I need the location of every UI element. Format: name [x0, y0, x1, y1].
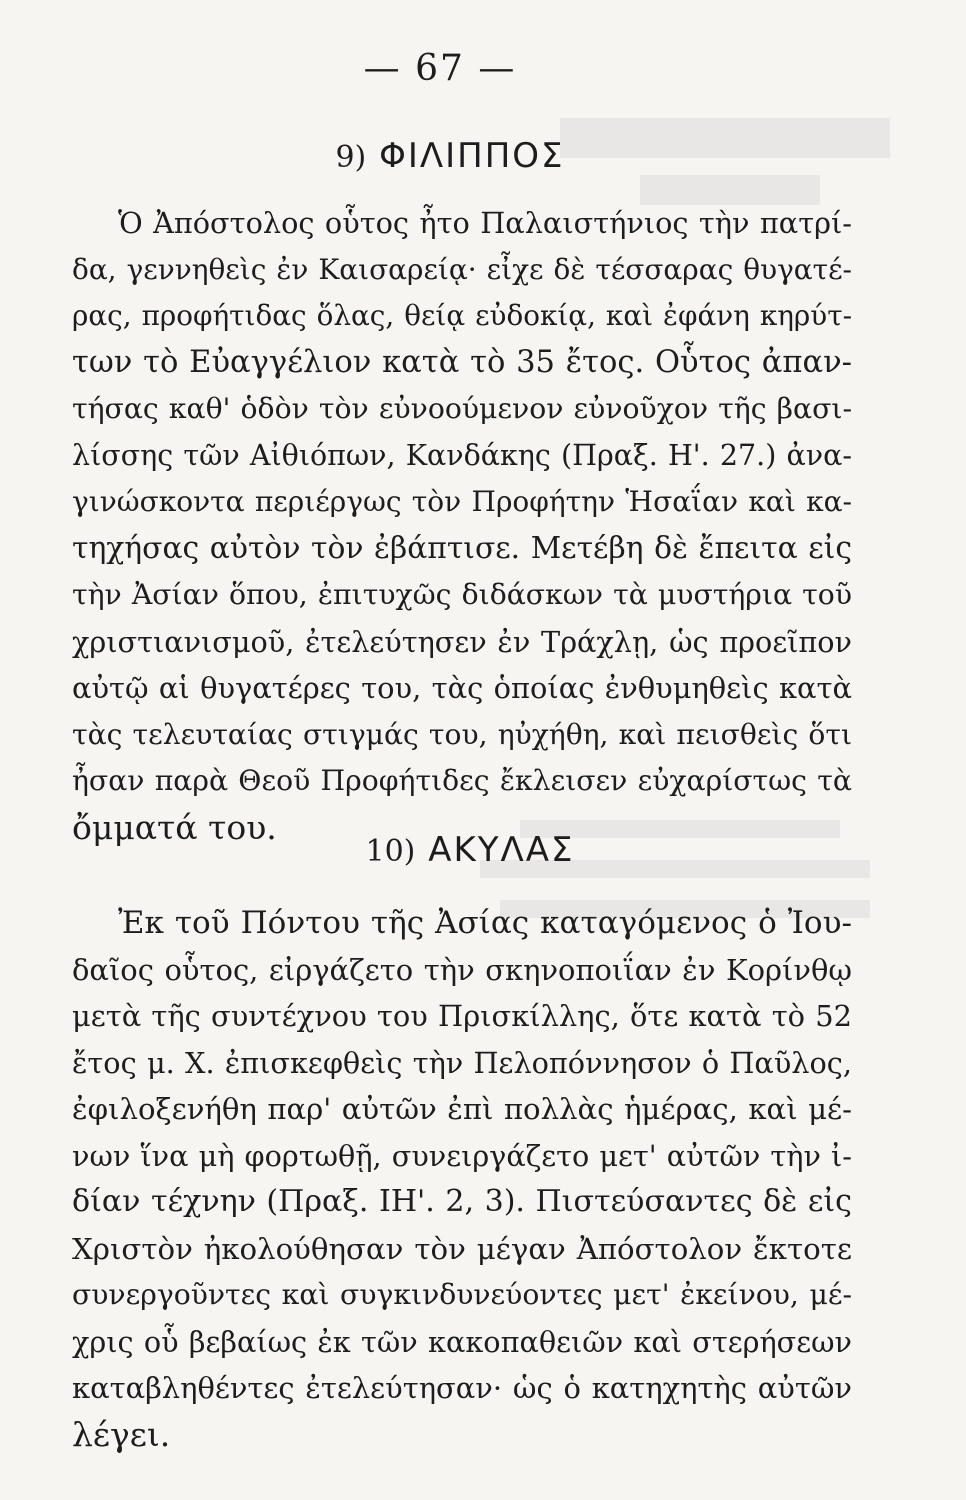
- text-line: Ὁ Ἀπόστολος οὗτος ἦτο Παλαιστήνιος τὴν πατρί-: [118, 206, 852, 240]
- text-line: ἔτος μ. Χ. ἐπισκεφθεὶς τὴν Πελοπόννησον ὁ Παῦλος,: [72, 1045, 852, 1080]
- text-line: Χριστὸν ἠκολούθησαν τὸν μέγαν Ἀπόστολον ἔκτοτε: [72, 1231, 852, 1266]
- text-line: δα, γεννηθεὶς ἐν Καισαρείᾳ· εἶχε δὲ τέσσαρας θυγατέ-: [72, 252, 852, 286]
- text-line: ἐφιλοξενήθη παρ' αὐτῶν ἐπὶ πολλὰς ἡμέρας, καὶ μέ-: [72, 1092, 852, 1126]
- text-line: χρις οὗ βεβαίως ἐκ τῶν κακοπαθειῶν καὶ στερήσεων: [72, 1324, 852, 1359]
- text-line: καταβληθέντες ἐτελεύτησαν· ὡς ὁ κατηχητὴς αὐτῶν: [72, 1371, 852, 1405]
- section-body-akylas: [72, 900, 852, 1458]
- text-line: λέγει.: [72, 1414, 171, 1454]
- text-line: τὰς τελευταίας στιγμάς του, ηὐχήθη, καὶ πεισθεὶς ὅτι: [72, 717, 852, 751]
- section-body-philippos: [72, 200, 852, 851]
- section-heading-akylas: [20, 830, 920, 870]
- text-line: ρας, προφήτιδας ὅλας, θείᾳ εὐδοκίᾳ, καὶ ἐφάνη κηρύτ-: [72, 299, 852, 332]
- text-line: των τὸ Εὐαγγέλιον κατὰ τὸ 35 ἔτος. Οὗτος ἀπαν-: [72, 344, 852, 380]
- text-line: αὐτῷ αἱ θυγατέρες του, τὰς ὁποίας ἐνθυμηθεὶς κατὰ: [72, 671, 852, 705]
- text-line: τηχήσας αὐτὸν τὸν ἐβάπτισε. Μετέβη δὲ ἔπειτα εἰς: [72, 530, 852, 566]
- text-line: νων ἵνα μὴ φορτωθῇ, συνειργάζετο μετ' αὐτῶν τὴν ἰ-: [72, 1138, 852, 1173]
- section-number: 9): [335, 140, 367, 175]
- section-title: ΦΙΛΙΠΠΟΣ: [379, 136, 565, 176]
- section-title: ΑΚΥΛΑΣ: [428, 830, 575, 870]
- text-line: τὴν Ἀσίαν ὅπου, ἐπιτυχῶς διδάσκων τὰ μυστήρια τοῦ: [72, 578, 852, 611]
- text-line: γινώσκοντα περιέργως τὸν Προφήτην Ἡσαΐαν καὶ κα-: [72, 485, 852, 518]
- text-line: χριστιανισμοῦ, ἐτελεύτησεν ἐν Τράχλῃ, ὡς προεῖπον: [72, 624, 852, 659]
- text-line: ἦσαν παρὰ Θεοῦ Προφήτιδες ἔκλεισεν εὐχαρίστως τὰ: [72, 764, 852, 797]
- text-line: τήσας καθ' ὁδὸν τὸν εὐνοούμενον εὐνοῦχον τῆς βασι-: [72, 392, 852, 425]
- text-line: μετὰ τῆς συντέχνου του Πρισκίλλης, ὅτε κατὰ τὸ 52: [72, 999, 852, 1033]
- text-line: δίαν τέχνην (Πραξ. ΙΗ'. 2, 3). Πιστεύσαντες δὲ εἰς: [72, 1184, 852, 1219]
- section-heading-philippos: [0, 136, 900, 176]
- page-number: — 67 —: [363, 48, 517, 89]
- text-line: Ἐκ τοῦ Πόντου τῆς Ἀσίας καταγόμενος ὁ Ἰου-: [118, 905, 852, 941]
- section-number: 10): [365, 834, 416, 869]
- text-line: ὄμματά του.: [72, 807, 277, 847]
- text-line: συνεργοῦντες καὶ συγκινδυνεύοντες μετ' ἐκείνου, μέ-: [72, 1278, 852, 1311]
- text-line: δαῖος οὗτος, εἰργάζετο τὴν σκηνοποιΐαν ἐν Κορίνθῳ: [72, 952, 852, 987]
- text-line: λίσσης τῶν Αἰθιόπων, Κανδάκης (Πραξ. Η'. 27.) ἀνα-: [72, 438, 852, 472]
